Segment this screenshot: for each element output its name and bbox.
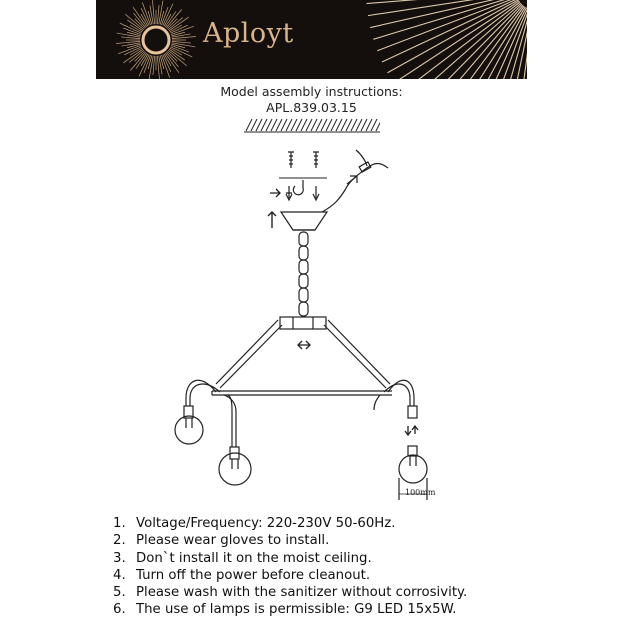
note-item: 1. Voltage/Frequency: 220-230V 50-60Hz.	[113, 516, 396, 531]
ceiling-hook	[293, 180, 303, 195]
safety-notes-list	[113, 515, 467, 619]
note-item: 2. Please wear gloves to install.	[113, 533, 330, 549]
chain	[299, 232, 308, 316]
dimension-label: 100mm	[405, 488, 436, 497]
note-item: 6. The use of lamps is permissible: G9 LED 15x5W.	[113, 602, 457, 618]
model-number: APL.839.03.15	[266, 100, 357, 115]
brand-banner	[96, 0, 527, 79]
globe-shade-2	[219, 453, 251, 485]
note-item: 4. Turn off the power before cleanout.	[113, 567, 371, 583]
sunburst-graphic	[96, 0, 527, 79]
ceiling-hatch	[244, 118, 380, 134]
document-title: Model assembly instructions:	[220, 84, 403, 99]
mounting-screw-right	[313, 152, 319, 168]
note-item: 3. Don`t install it on the moist ceiling.	[113, 550, 372, 566]
canopy	[281, 212, 327, 230]
central-hub	[280, 317, 326, 329]
globe-shade-1	[175, 416, 203, 444]
assembly-diagram	[160, 140, 460, 510]
brand-logo: Aployt	[203, 18, 294, 49]
globe-shade-3	[399, 455, 427, 483]
note-item: 5. Please wash with the sanitizer without corrosivity.	[113, 585, 468, 601]
supply-wire	[322, 164, 388, 212]
mounting-screw-left	[288, 152, 294, 168]
